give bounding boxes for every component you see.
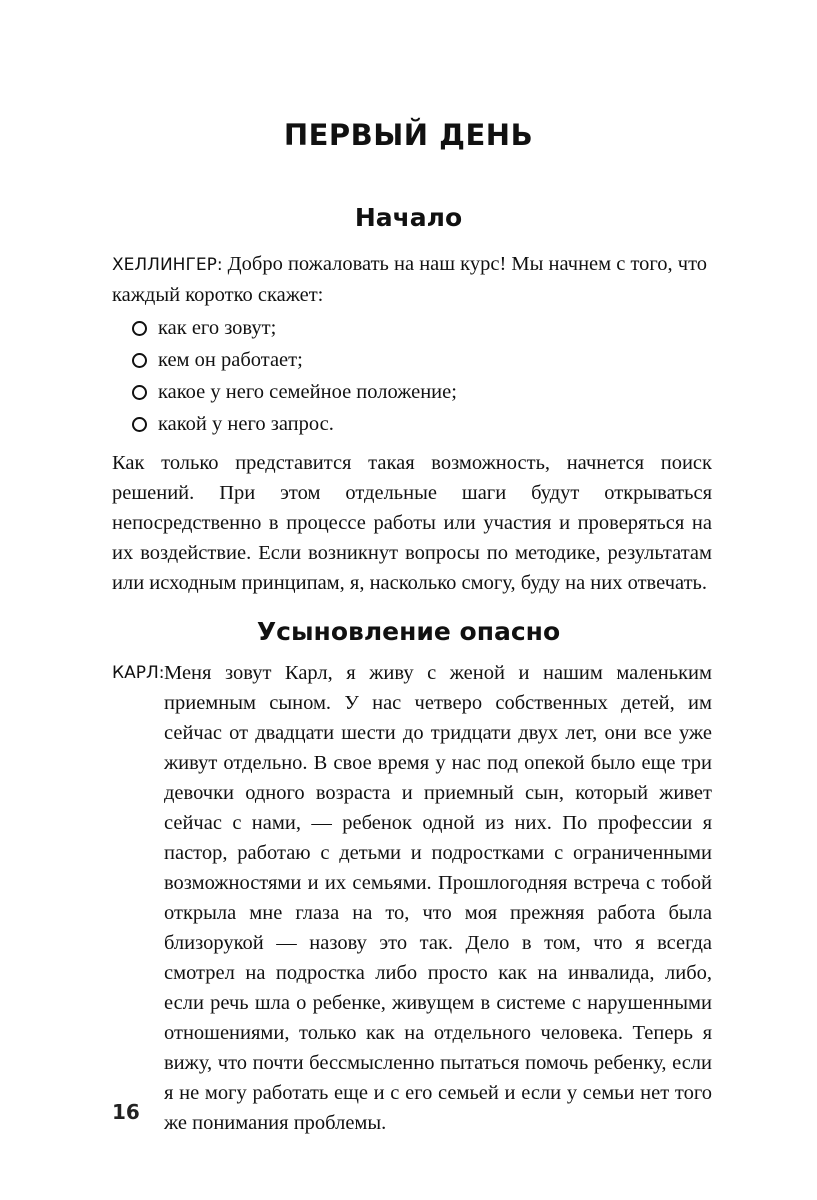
circle-bullet-icon [132,353,147,368]
list-item [132,376,712,408]
list-item-text: какой у него запрос. [158,413,334,435]
speaker-label-hellinger: ХЕЛЛИНГЕР: [112,255,223,275]
hellinger-intro-text: Добро пожаловать на наш курс! Мы начнем с того, что каждый коротко скажет: [112,253,708,306]
section-title-beginning: Начало [354,203,463,232]
circle-bullet-icon [132,321,147,336]
circle-bullet-icon [132,417,147,432]
chapter-title: ПЕРВЫЙ ДЕНЬ [283,118,534,152]
list-item [132,344,712,376]
section-title-adoption: Усыновление опасно [256,617,561,646]
list-item-text: как его зовут; [158,317,277,339]
list-item-text: какое у него семейное положение; [158,381,457,403]
karl-statement-text: Меня зовут Карл, я живу с женой и нашим маленьким приемным сыном. У нас четверо собственных детей, им сейчас от двадцати шести до тридцати двух лет, они все уже живут отдельно. В свое время у нас под опекой было еще три девочки одного возраста и приемный сын, который живет сейчас с нами, — ребенок одной из них. По профессии я пастор, работаю с детьми и подростками с ограниченными возможностями и их семьями. Прошлогодняя встреча с тобой открыла мне глаза на то, что моя прежняя работа была близорукой — назову это так. Дело в том, что я всегда смотрел на подростка либо просто как на инвалида, либо, если речь шла о ребенке, живущем в системе с нарушенными отношениями, только как на отдельного человека. Теперь я вижу, что почти бессмысленно пытаться помочь ребенку, если я не могу работать еще и с его семьей и если у семьи нет того же понимания проблемы. [164,662,712,1134]
list-item [132,408,712,440]
hellinger-intro [112,249,718,310]
question-list [132,312,712,440]
list-item-text: кем он работает; [158,349,303,371]
circle-bullet-icon [132,385,147,400]
list-item [132,312,712,344]
method-paragraph: Как только представится такая возможность, начнется поиск решений. При этом отдельные шаги будут открываться непосредственно в процессе работы или участия и проверяться на их воздействие. Если возникнут вопросы по методике, результатам или исходным принципам, я, насколько смогу, буду на них отвечать. [112,452,712,594]
karl-statement [112,658,712,1138]
speaker-label-karl: КАРЛ: [112,663,165,683]
page-number: 16 [112,1100,140,1124]
